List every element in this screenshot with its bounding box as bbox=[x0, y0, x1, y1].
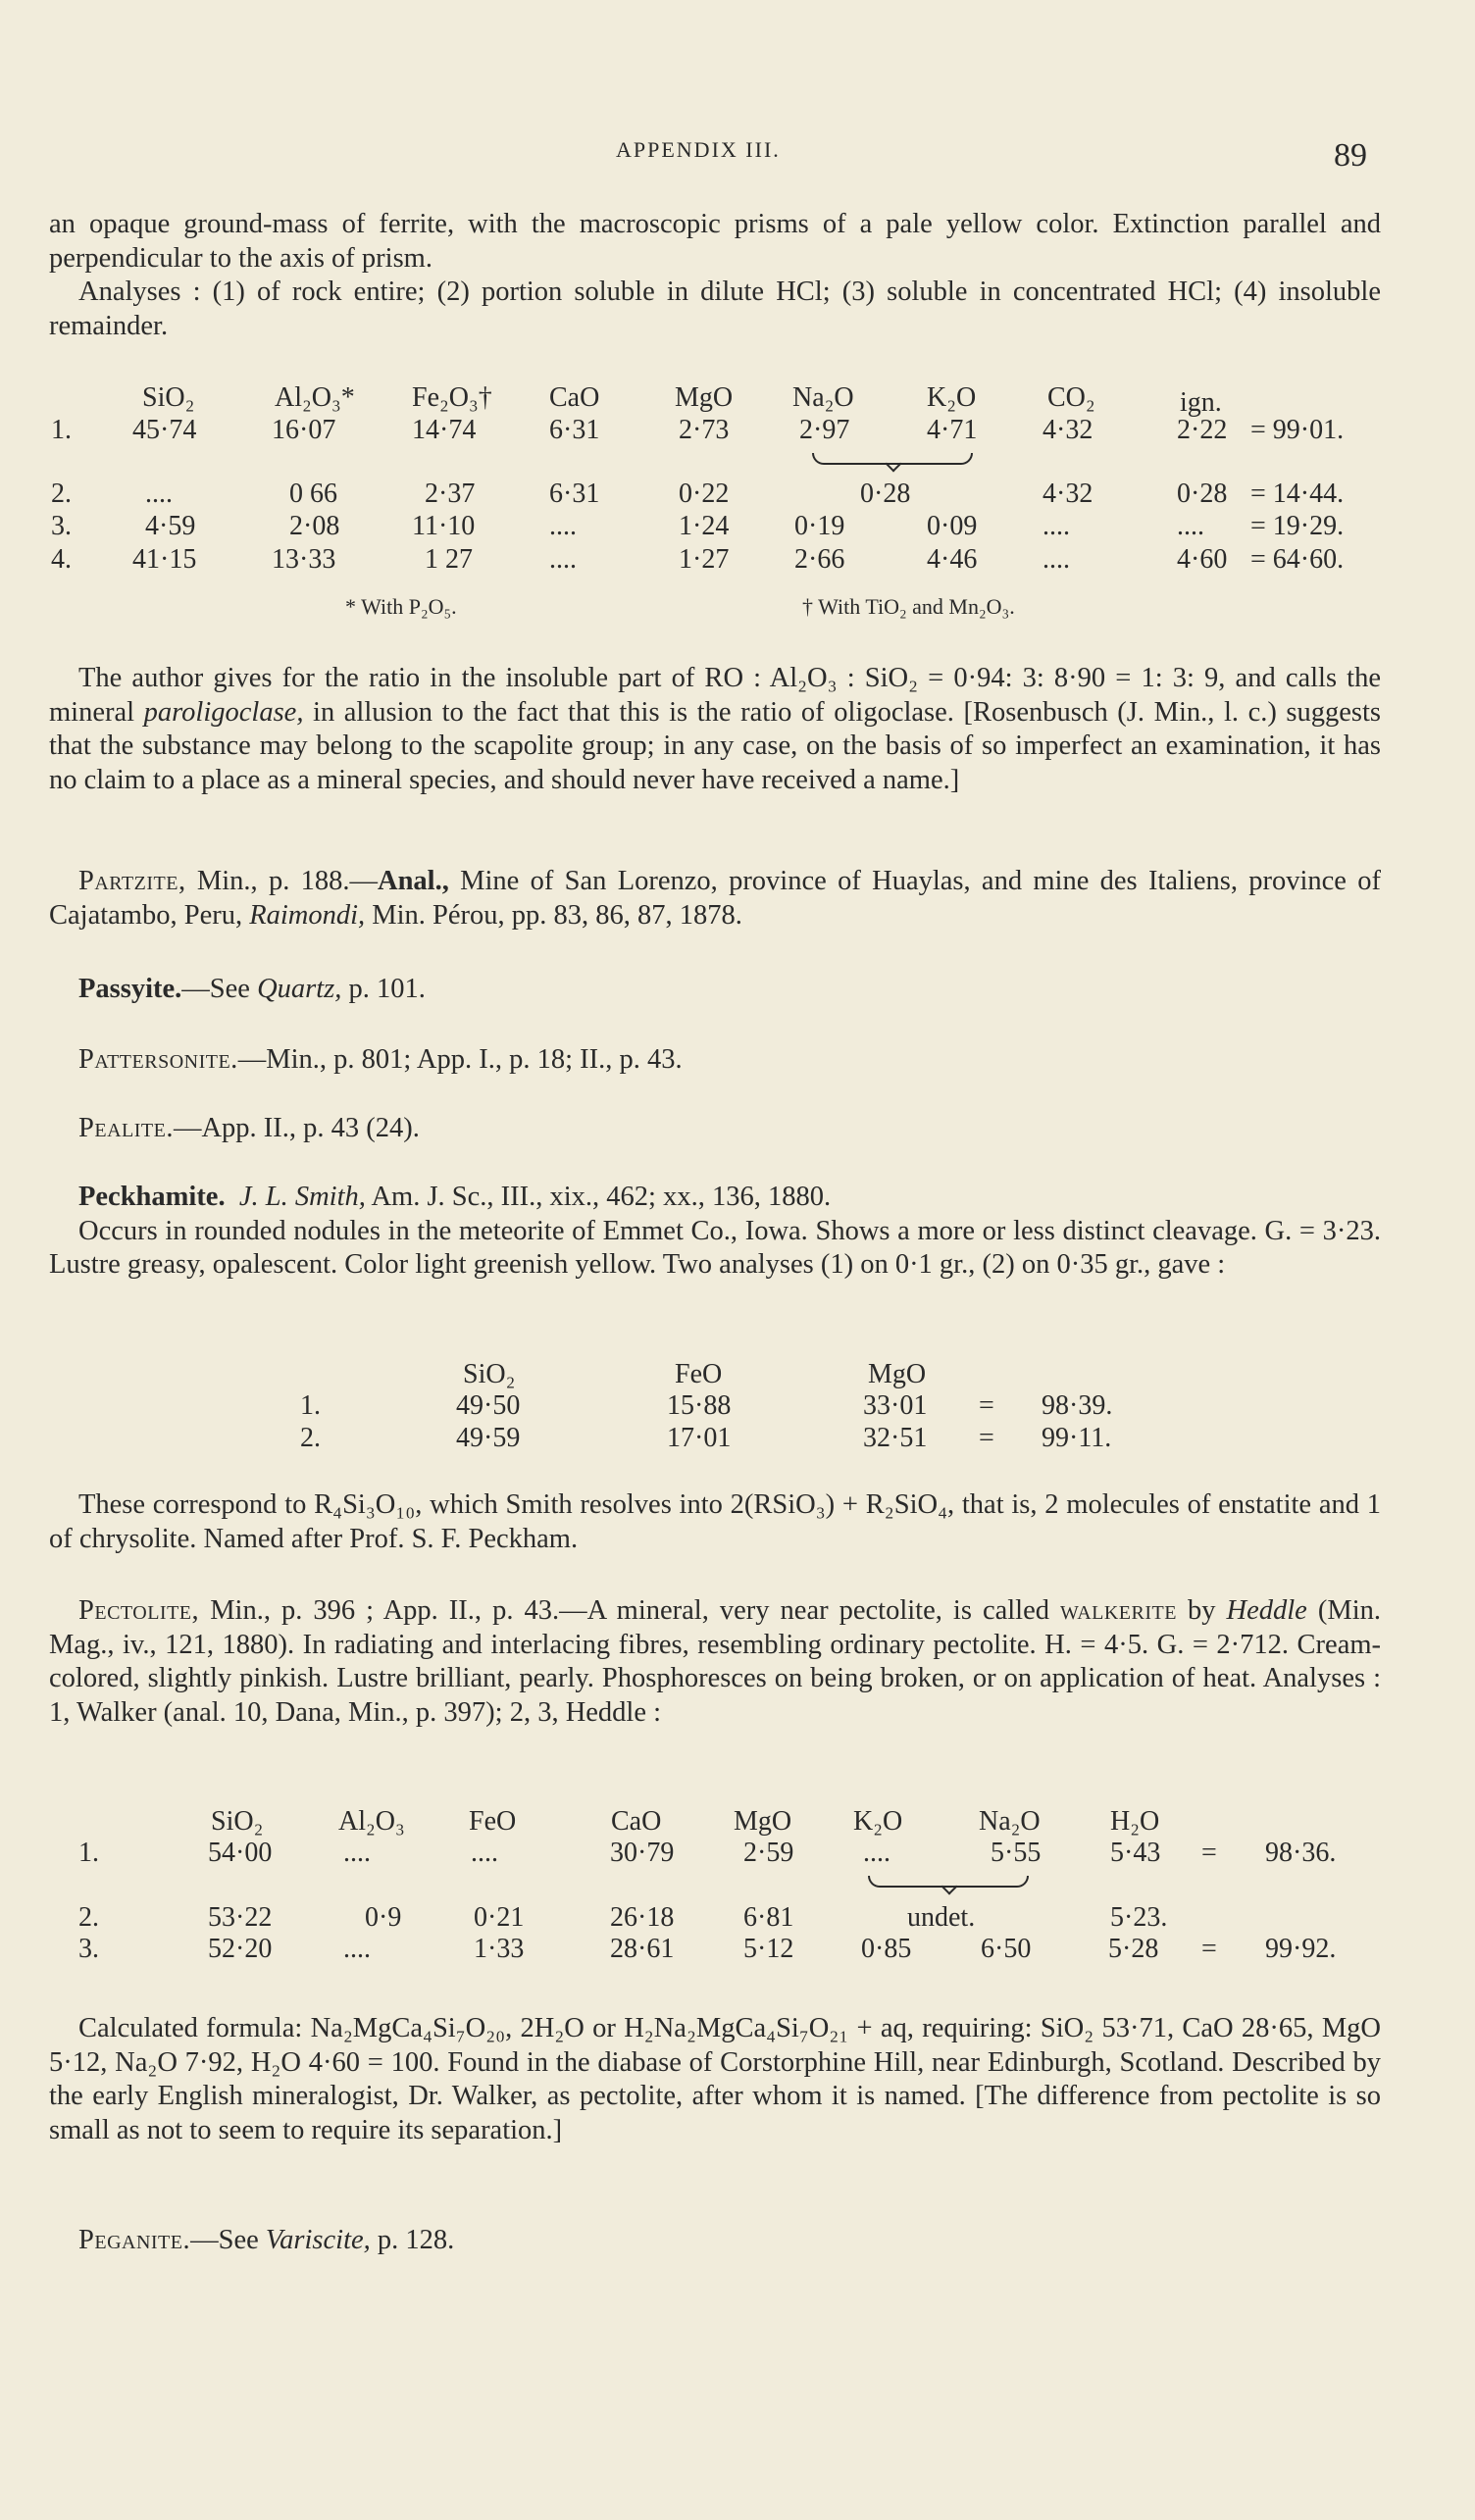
brace-glyph bbox=[868, 1876, 1029, 1888]
table3-cell: 26·18 bbox=[610, 1902, 675, 1933]
table1-cell: 0·28 bbox=[860, 479, 911, 509]
table3-cell: .... bbox=[343, 1838, 371, 1868]
table1-cell: 2·73 bbox=[679, 415, 730, 445]
table1-cell: 0 66 bbox=[289, 479, 337, 509]
table3-cell: 52·20 bbox=[208, 1934, 273, 1964]
text-run: Min. Pérou, pp. 83, 86, 87, 1878. bbox=[365, 899, 742, 931]
table3-cell: = bbox=[1201, 1838, 1217, 1868]
text-run: p. 101. bbox=[341, 974, 426, 1004]
analyses-line: Analyses : (1) of rock entire; (2) portion soluble in dilute HCl; (3) soluble in concentrated HCl; (4) insoluble remainder. bbox=[49, 277, 1381, 341]
table2-cell: 15·88 bbox=[667, 1390, 732, 1421]
table3-header: MgO bbox=[734, 1806, 792, 1837]
table1-cell: 4·71 bbox=[927, 415, 978, 445]
table1-cell: 0·28 bbox=[1177, 479, 1228, 509]
text-run: Mine of San Lorenzo, province of Huaylas, and mine des Italiens, province of Cajatambo, Peru, bbox=[49, 866, 1381, 931]
table3-cell: 5·23. bbox=[1110, 1902, 1168, 1933]
text-run: The author gives for the ratio in the insoluble part of RO : Al₂O₃ : SiO₂ = 0·94: 3: 8·90 = 1: 3: 9, and calls the mineral bbox=[49, 663, 1381, 728]
table3-row-label: 3. bbox=[78, 1934, 99, 1964]
table3-cell: .... bbox=[863, 1838, 890, 1868]
table1-cell: 16·07 bbox=[272, 415, 336, 445]
table2-cell: 33·01 bbox=[863, 1390, 928, 1421]
intro-paragraph bbox=[49, 208, 1381, 343]
table1-header-k2o: K₂O bbox=[927, 382, 977, 413]
table3-row-label: 1. bbox=[78, 1838, 99, 1868]
table3-header: SiO₂ bbox=[211, 1806, 264, 1837]
table3-cell: .... bbox=[471, 1838, 498, 1868]
table3-cell: 0·85 bbox=[861, 1934, 912, 1964]
table1-cell: 6·31 bbox=[549, 479, 600, 509]
table3-cell: 30·79 bbox=[610, 1838, 675, 1868]
anal-label: Anal., bbox=[378, 866, 449, 896]
table3-cell: 1·33 bbox=[474, 1934, 525, 1964]
table1-cell: 6·31 bbox=[549, 415, 600, 445]
entry-passyite bbox=[49, 973, 1381, 1007]
table1-cell: 4·60 bbox=[1177, 544, 1228, 575]
table3-header: Al₂O₃ bbox=[338, 1806, 405, 1837]
text-run: Min., p. 188.— bbox=[185, 866, 378, 896]
table1-cell: 0·22 bbox=[679, 479, 730, 509]
paroligoclase-paragraph bbox=[49, 662, 1381, 797]
table3-total: 99·92. bbox=[1265, 1934, 1337, 1964]
table1-header-al2o3: Al₂O₃* bbox=[275, 382, 355, 413]
entry-peckhamite bbox=[49, 1181, 1381, 1283]
table3-row-label: 2. bbox=[78, 1902, 99, 1933]
table1-cell: .... bbox=[549, 511, 577, 541]
text-run: by bbox=[1176, 1595, 1227, 1626]
table1-cell: 45·74 bbox=[132, 415, 197, 445]
entry-term: Peganite. bbox=[78, 2225, 191, 2255]
table2-cell: = bbox=[979, 1390, 994, 1421]
table1-header-sio2: SiO₂ bbox=[142, 382, 195, 413]
table3-cell: = bbox=[1201, 1934, 1217, 1964]
table1-cell: 4·32 bbox=[1043, 479, 1094, 509]
table3-cell: 54·00 bbox=[208, 1838, 273, 1868]
table3-header: K₂O bbox=[853, 1806, 903, 1837]
author-name: J. L. Smith, bbox=[238, 1182, 366, 1212]
table2-row-label: 1. bbox=[300, 1390, 321, 1421]
table3-header: FeO bbox=[469, 1806, 517, 1837]
table1-row-label: 2. bbox=[51, 479, 72, 509]
table1-cell: 1 27 bbox=[425, 544, 473, 575]
entry-term: Pectolite, bbox=[78, 1595, 200, 1626]
table3-cell: 0·9 bbox=[365, 1902, 402, 1933]
table2-cell: 17·01 bbox=[667, 1423, 732, 1453]
table1-cell: .... bbox=[145, 479, 173, 509]
text-run: —Min., p. 801; App. I., p. 18; II., p. 43. bbox=[237, 1044, 683, 1075]
table3-header: Na₂O bbox=[979, 1806, 1041, 1837]
table3-cell: 2·59 bbox=[743, 1838, 794, 1868]
correspondence-text: These correspond to R₄Si₃O₁₀, which Smith resolves into 2(RSiO₃) + R₂SiO₄, that is, 2 molecules of enstatite and 1 of chrysolite. Named after Prof. S. F. Peckham. bbox=[49, 1489, 1381, 1554]
table1-cell: 2·97 bbox=[799, 415, 850, 445]
table1-cell: 13·33 bbox=[272, 544, 336, 575]
table2-total: 98·39. bbox=[1042, 1390, 1113, 1421]
table1-cell: 11·10 bbox=[412, 511, 476, 541]
table1-header-na2o: Na₂O bbox=[792, 382, 854, 413]
table1-row-label: 3. bbox=[51, 511, 72, 541]
table3-cell: 53·22 bbox=[208, 1902, 273, 1933]
table1-cell: 4·32 bbox=[1043, 415, 1094, 445]
table3-total: 98·36. bbox=[1265, 1838, 1337, 1868]
table1-cell: 1·24 bbox=[679, 511, 730, 541]
peckhamite-description: Occurs in rounded nodules in the meteorite of Emmet Co., Iowa. Shows a more or less distinct cleavage. G. = 3·23. Lustre greasy, opalescent. Color light greenish yellow. Two analyses (1) on 0·1 gr., (2) on 0·35 gr., gave : bbox=[49, 1215, 1381, 1280]
table1-cell: .... bbox=[1043, 544, 1070, 575]
running-head: APPENDIX III. bbox=[616, 137, 781, 162]
table1-total: = 99·01. bbox=[1250, 415, 1345, 445]
text-run: —See bbox=[190, 2225, 266, 2255]
table1-cell: .... bbox=[549, 544, 577, 575]
entry-pattersonite bbox=[49, 1043, 1381, 1078]
table2-row-label: 2. bbox=[300, 1423, 321, 1453]
formula-paragraph bbox=[49, 2012, 1381, 2147]
table1-total: = 64·60. bbox=[1250, 544, 1345, 575]
page-number: 89 bbox=[1334, 137, 1367, 174]
table1-cell: .... bbox=[1043, 511, 1070, 541]
mineral-name: paroligoclase, bbox=[143, 696, 304, 728]
table1-footnote: † With TiO₂ and Mn₂O₃. bbox=[802, 594, 1015, 619]
table2-header: FeO bbox=[675, 1359, 723, 1389]
table2-cell: 49·59 bbox=[456, 1423, 521, 1453]
table1-cell: 2·66 bbox=[794, 544, 845, 575]
table2-total: 99·11. bbox=[1042, 1423, 1112, 1453]
text-run: Min., p. 396 ; App. II., p. 43.—A mineral, very near pectolite, is called bbox=[199, 1595, 1061, 1626]
table3-cell: 5·12 bbox=[743, 1934, 794, 1964]
entry-peganite bbox=[49, 2224, 1381, 2258]
entry-term: Partzite, bbox=[78, 866, 186, 896]
entry-pectolite bbox=[49, 1594, 1381, 1730]
entry-term: Passyite. bbox=[78, 974, 182, 1004]
table1-cell: .... bbox=[1177, 511, 1204, 541]
entry-term: Peckhamite. bbox=[78, 1182, 226, 1212]
table1-header-cao: CaO bbox=[549, 382, 600, 413]
table3-cell: 6·50 bbox=[981, 1934, 1032, 1964]
cross-reference: Variscite, bbox=[265, 2225, 371, 2255]
text-run: p. 128. bbox=[370, 2225, 455, 2255]
table1-total: = 14·44. bbox=[1250, 479, 1345, 509]
table1-cell: 2·08 bbox=[289, 511, 340, 541]
text-run: Am. J. Sc., III., xix., 462; xx., 136, 1880. bbox=[365, 1182, 832, 1212]
table1-header-mgo: MgO bbox=[675, 382, 734, 413]
entry-term: Pealite. bbox=[78, 1113, 174, 1143]
table1-row-label: 4. bbox=[51, 544, 72, 575]
table3-cell: 5·55 bbox=[991, 1838, 1042, 1868]
table2-cell: 49·50 bbox=[456, 1390, 521, 1421]
table1-cell: 1·27 bbox=[679, 544, 730, 575]
table1-cell: 0·09 bbox=[927, 511, 978, 541]
text-run: —App. II., p. 43 (24). bbox=[173, 1113, 420, 1143]
correspondence-paragraph bbox=[49, 1488, 1381, 1556]
table2-header: MgO bbox=[868, 1359, 927, 1389]
table2-header: SiO₂ bbox=[463, 1359, 516, 1389]
table1-cell: 14·74 bbox=[412, 415, 477, 445]
table2-cell: 32·51 bbox=[863, 1423, 928, 1453]
table3-cell: 0·21 bbox=[474, 1902, 525, 1933]
entry-partzite bbox=[49, 865, 1381, 932]
table1-cell: 41·15 bbox=[132, 544, 197, 575]
variety-name: walkerite bbox=[1060, 1595, 1177, 1626]
author-name: Heddle bbox=[1226, 1595, 1307, 1626]
text-run: —See bbox=[181, 974, 258, 1004]
table3-cell: 5·28 bbox=[1108, 1934, 1159, 1964]
table1-footnote: * With P₂O₅. bbox=[345, 594, 457, 619]
cross-reference: Quartz, bbox=[257, 974, 342, 1004]
table1-cell: 2·37 bbox=[425, 479, 476, 509]
entry-pealite bbox=[49, 1112, 1381, 1146]
formula-text: Calculated formula: Na₂MgCa₄Si₇O₂₀, 2H₂O or H₂Na₂MgCa₄Si₇O₂₁ + aq, requiring: SiO₂ 53·71, CaO 28·65, MgO 5·12, Na₂O 7·92, H₂O 4·60 = 100. Found in the diabase of Corstorphine Hill, near Edinburgh, Scotland. Described by the early English mineralogist, Dr. Walker, as pectolite, after whom it is named. [The difference from pectolite is so small as not to seem to require its separation.] bbox=[49, 2013, 1381, 2145]
table1-cell: 4·46 bbox=[927, 544, 978, 575]
table3-cell: .... bbox=[343, 1934, 371, 1964]
table3-header: H₂O bbox=[1110, 1806, 1160, 1837]
table1-row-label: 1. bbox=[51, 415, 72, 445]
author-name: Raimondi, bbox=[249, 899, 366, 931]
table3-cell: 6·81 bbox=[743, 1902, 794, 1933]
table3-header: CaO bbox=[611, 1806, 662, 1837]
table1-header-co2: CO₂ bbox=[1047, 382, 1095, 413]
table1-header-ign: ign. bbox=[1180, 387, 1222, 418]
table2-cell: = bbox=[979, 1423, 994, 1453]
brace-glyph bbox=[812, 453, 973, 465]
table3-cell: 5·43 bbox=[1110, 1838, 1161, 1868]
text-run: (Min. Mag., iv., 121, 1880). In radiating and interlacing fibres, resembling ordinary pectolite. H. = 4·5. G. = 2·712. Cream-colored, slightly pinkish. Lustre brilliant, pearly. Phosphoresces on being broken, or on application of heat. Analyses : 1, Walker (anal. 10, Dana, Min., p. 397); 2, 3, Heddle : bbox=[49, 1595, 1382, 1728]
intro-line: an opaque ground-mass of ferrite, with the macroscopic prisms of a pale yellow color. Extinction parallel and perpendicular to the axis of prism. bbox=[49, 209, 1381, 274]
table1-cell: 4·59 bbox=[145, 511, 196, 541]
table1-cell: 2·22 bbox=[1177, 415, 1228, 445]
entry-term: Pattersonite. bbox=[78, 1044, 238, 1075]
table3-cell: undet. bbox=[907, 1902, 976, 1933]
table1-header-fe2o3: Fe₂O₃† bbox=[412, 382, 492, 413]
table3-cell: 28·61 bbox=[610, 1934, 675, 1964]
table1-total: = 19·29. bbox=[1250, 511, 1345, 541]
text-run: in allusion to the fact that this is the ratio of oligoclase. [Rosenbusch (J. Min., l. c.) suggests that the substance may belong to the scapolite group; in any case, on the basis of so imperfect an examination, it has no claim to a place as a mineral species, and should never have received a name.] bbox=[49, 696, 1382, 795]
table1-cell: 0·19 bbox=[794, 511, 845, 541]
